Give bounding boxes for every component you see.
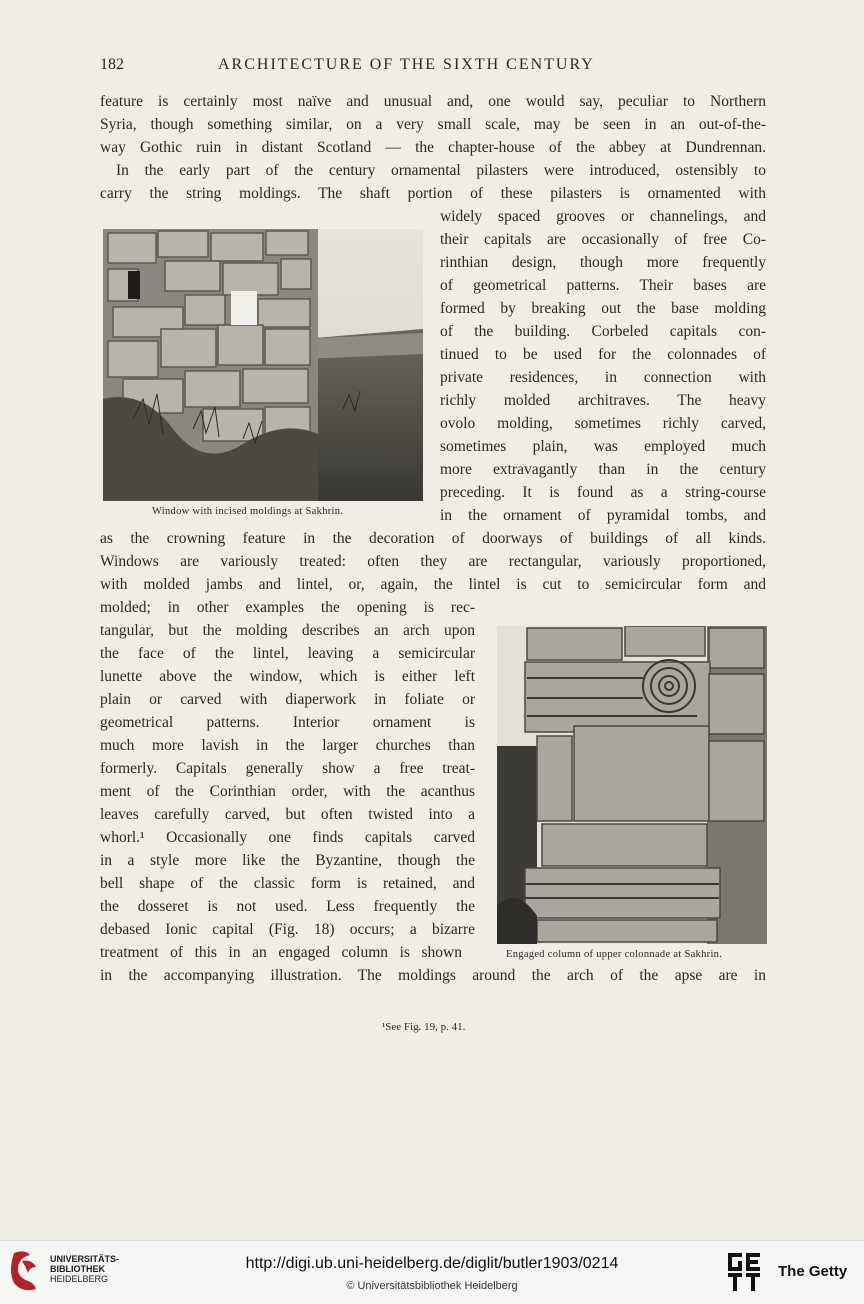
viewer-footer [0, 1240, 864, 1304]
text-line: the dosseret is not used. Less frequently the [100, 898, 475, 915]
running-title: ARCHITECTURE OF THE SIXTH CENTURY [218, 56, 595, 73]
window-photograph [103, 229, 423, 501]
text-line: with molded jambs and lintel, or, again, the lintel is cut to semicircular form and [100, 576, 766, 593]
getty-logo-icon [726, 1251, 764, 1293]
page-number: 182 [100, 56, 124, 73]
text-line: preceding. It is found as a string-course [440, 484, 766, 501]
text-line: In the early part of the century ornamental pilasters were introduced, ostensibly to [116, 162, 766, 179]
text-line: in the accompanying illustration. The moldings around the arch of the apse are in [100, 967, 766, 984]
text-line: formed by breaking out the base molding [440, 300, 766, 317]
text-line: way Gothic ruin in distant Scotland — the chapter-house of the abbey at Dundrennan. [100, 139, 766, 156]
text-line: lunette above the window, which is either left [100, 668, 475, 685]
text-line: richly molded architraves. The heavy [440, 392, 766, 409]
text-line: whorl.¹ Occasionally one finds capitals carved [100, 829, 475, 846]
text-line: of the building. Corbeled capitals con- [440, 323, 766, 340]
text-line: private residences, in connection with [440, 369, 766, 386]
text-line: molded; in other examples the opening is rec- [100, 599, 475, 616]
text-line: widely spaced grooves or channelings, and [440, 208, 766, 225]
page-url-link[interactable]: http://digi.ub.uni-heidelberg.de/diglit/butler1903/0214 [245, 1255, 619, 1272]
text-line: rinthian design, though more frequently [440, 254, 766, 271]
text-line: tinued to be used for the colonnades of [440, 346, 766, 363]
text-line: sometimes plain, was employed much [440, 438, 766, 455]
text-line: more extravagantly than in the century [440, 461, 766, 478]
text-line: debased Ionic capital (Fig. 18) occurs; a bizarre [100, 921, 475, 938]
text-line: of geometrical patterns. Their bases are [440, 277, 766, 294]
library-name-line: UNIVERSITÄTS- [50, 1254, 120, 1264]
text-line: Windows are variously treated: often they are rectangular, variously proportioned, [100, 553, 766, 570]
text-line: their capitals are occasionally of free Co- [440, 231, 766, 248]
getty-name: The Getty [778, 1263, 848, 1280]
text-line: plain or carved with diaperwork in foliate or [100, 691, 475, 708]
figure-caption: Engaged column of upper colonnade at Sakhrin. [506, 949, 723, 960]
text-line: in the ornament of pyramidal tombs, and [440, 507, 766, 524]
column-photograph [497, 626, 767, 944]
text-line: in a style more like the Byzantine, though the [100, 852, 475, 869]
text-line: as the crowning feature in the decoration of doorways of buildings of all kinds. [100, 530, 766, 547]
library-name-line: BIBLIOTHEK [50, 1264, 105, 1274]
text-line: carry the string moldings. The shaft portion of these pilasters is ornamented with [100, 185, 766, 202]
text-line: ment of the Corinthian order, with the acanthus [100, 783, 475, 800]
text-line: feature is certainly most naïve and unusual and, one would say, peculiar to Northern [100, 93, 766, 110]
text-line: geometrical patterns. Interior ornament is [100, 714, 475, 731]
text-line: formerly. Capitals generally show a free treat- [100, 760, 475, 777]
page-header [100, 56, 766, 80]
library-name-line: HEIDELBERG [50, 1274, 109, 1284]
text-line: ovolo molding, sometimes richly carved, [440, 415, 766, 432]
figure-caption: Window with incised moldings at Sakhrin. [152, 506, 344, 517]
footnote: ¹See Fig. 19, p. 41. [382, 1021, 466, 1033]
text-line: bell shape of the classic form is retained, and [100, 875, 475, 892]
text-line: the face of the lintel, leaving a semicircular [100, 645, 475, 662]
text-line: Syria, though something similar, on a very small scale, may be seen in an out-of-the- [100, 116, 766, 133]
text-line: leaves carefully carved, but often twisted into a [100, 806, 475, 823]
text-line: treatment of this in an engaged column is shown [100, 944, 462, 961]
copyright-notice: © Universitätsbibliothek Heidelberg [346, 1280, 518, 1292]
text-line: tangular, but the molding describes an arch upon [100, 622, 475, 639]
text-line: much more lavish in the larger churches than [100, 737, 475, 754]
